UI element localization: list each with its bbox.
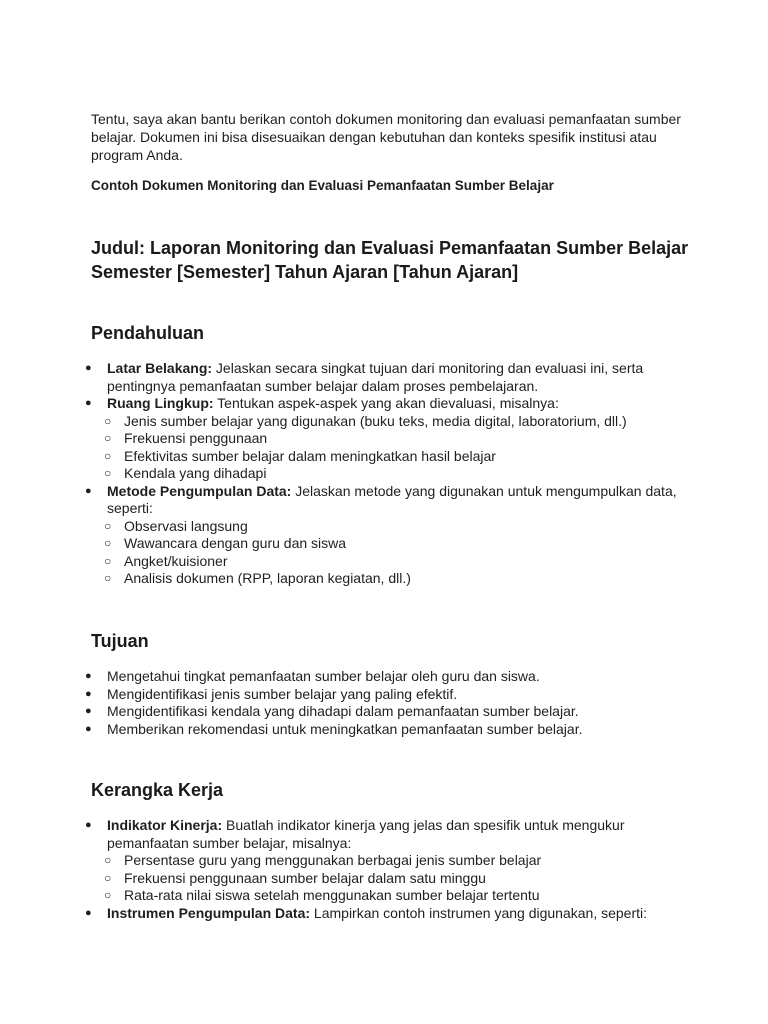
item-text: Tentukan aspek-aspek yang akan dievaluasi, misalnya: — [213, 395, 559, 411]
pendahuluan-list — [0, 360, 700, 588]
heading-tujuan: Tujuan — [91, 631, 149, 651]
kerangka-list — [0, 817, 700, 922]
item-text: Jelaskan secara singkat tujuan dari monitoring dan evaluasi ini, serta pentingnya pemanfaatan sumber belajar dalam proses pembelajaran. — [107, 360, 644, 394]
sub-item-text: Kendala yang dihadapi — [124, 465, 267, 481]
sub-list — [104, 852, 700, 905]
list-item — [0, 395, 700, 483]
item-label: Instrumen Pengumpulan Data: — [107, 904, 311, 921]
item-text: Memberikan rekomendasi untuk meningkatkan pemanfaatan sumber belajar. — [107, 720, 583, 737]
circle-bullet-icon: ○ — [104, 571, 112, 585]
circle-bullet-icon: ○ — [104, 431, 112, 445]
sub-item-text: Analisis dokumen (RPP, laporan kegiatan, dll.) — [124, 570, 411, 586]
bullet-icon: ● — [85, 484, 92, 497]
bullet-icon: ● — [85, 705, 92, 717]
bullet-icon: ● — [85, 819, 92, 831]
heading-pendahuluan: Pendahuluan — [91, 323, 205, 343]
document-title: Judul: Laporan Monitoring dan Evaluasi Pemanfaatan Sumber Belajar Semester [Semester] Tahun Ajaran [Tahun Ajaran] — [91, 238, 689, 282]
sub-list-item — [104, 887, 700, 905]
item-label: Latar Belakang: — [107, 360, 213, 376]
list-item — [0, 721, 700, 739]
circle-bullet-icon: ○ — [104, 536, 112, 550]
sub-list-item — [104, 852, 700, 870]
document-subtitle: Contoh Dokumen Monitoring dan Evaluasi Pemanfaatan Sumber Belajar — [91, 178, 554, 193]
item-label: Indikator Kinerja: — [107, 817, 223, 833]
bullet-icon: ● — [85, 670, 92, 682]
item-text: Mengidentifikasi jenis sumber belajar yang paling efektif. — [107, 685, 458, 702]
bullet-icon: ● — [85, 687, 92, 700]
sub-list-item — [104, 412, 700, 431]
circle-bullet-icon: ○ — [104, 553, 112, 568]
sub-item-text: Persentase guru yang menggunakan berbagai jenis sumber belajar — [124, 852, 542, 868]
bullet-icon: ● — [85, 397, 92, 409]
item-text: Jelaskan metode yang digunakan untuk mengumpulkan data, seperti: — [107, 482, 677, 516]
sub-list-item — [104, 570, 700, 588]
list-item — [0, 905, 700, 923]
sub-list — [104, 412, 700, 483]
sub-item-text: Frekuensi penggunaan sumber belajar dalam satu minggu — [124, 869, 486, 886]
sub-list-item — [104, 869, 700, 888]
sub-item-text: Wawancara dengan guru dan siswa — [124, 535, 347, 551]
bullet-icon: ● — [85, 906, 92, 919]
intro-paragraph: Tentu, saya akan bantu berikan contoh dokumen monitoring dan evaluasi pemanfaatan sumber belajar. Dokumen ini bisa disesuaikan dengan kebutuhan dan konteks spesifik institusi atau program Anda. — [91, 111, 681, 163]
sub-item-text: Rata-rata nilai siswa setelah menggunakan sumber belajar tertentu — [124, 887, 540, 903]
sub-list-item — [104, 430, 700, 448]
sub-item-text: Observasi langsung — [124, 517, 248, 534]
circle-bullet-icon: ○ — [104, 518, 112, 533]
list-item — [0, 703, 700, 721]
item-text: Mengidentifikasi kendala yang dihadapi dalam pemanfaatan sumber belajar. — [107, 703, 579, 719]
item-text: Lampirkan contoh instrumen yang digunakan, seperti: — [310, 904, 648, 921]
bullet-icon: ● — [85, 362, 92, 374]
tujuan-list — [0, 668, 700, 738]
item-text: Mengetahui tingkat pemanfaatan sumber belajar oleh guru dan siswa. — [107, 668, 540, 684]
item-label: Metode Pengumpulan Data: — [107, 482, 292, 499]
sub-list-item — [104, 517, 700, 536]
list-item — [0, 668, 700, 686]
sub-item-text: Jenis sumber belajar yang digunakan (buku teks, media digital, laboratorium, dll.) — [124, 412, 627, 429]
sub-item-text: Frekuensi penggunaan — [124, 430, 268, 446]
sub-list-item — [104, 552, 700, 571]
list-item — [0, 360, 700, 395]
item-text: Buatlah indikator kinerja yang jelas dan spesifik untuk mengukur pemanfaatan sumber belajar, misalnya: — [107, 817, 625, 851]
circle-bullet-icon: ○ — [104, 448, 112, 463]
circle-bullet-icon: ○ — [104, 466, 112, 480]
sub-item-text: Efektivitas sumber belajar dalam meningkatkan hasil belajar — [124, 447, 496, 464]
circle-bullet-icon: ○ — [104, 870, 112, 885]
circle-bullet-icon: ○ — [104, 888, 112, 902]
sub-list — [104, 517, 700, 588]
list-item — [0, 817, 700, 905]
circle-bullet-icon: ○ — [104, 853, 112, 867]
list-item — [0, 483, 700, 588]
sub-list-item — [104, 465, 700, 483]
sub-item-text: Angket/kuisioner — [124, 552, 228, 569]
list-item — [0, 686, 700, 704]
heading-kerangka-kerja: Kerangka Kerja — [91, 780, 224, 800]
circle-bullet-icon: ○ — [104, 413, 112, 428]
bullet-icon: ● — [85, 722, 92, 735]
sub-list-item — [104, 447, 700, 466]
sub-list-item — [104, 535, 700, 553]
item-label: Ruang Lingkup: — [107, 395, 214, 411]
